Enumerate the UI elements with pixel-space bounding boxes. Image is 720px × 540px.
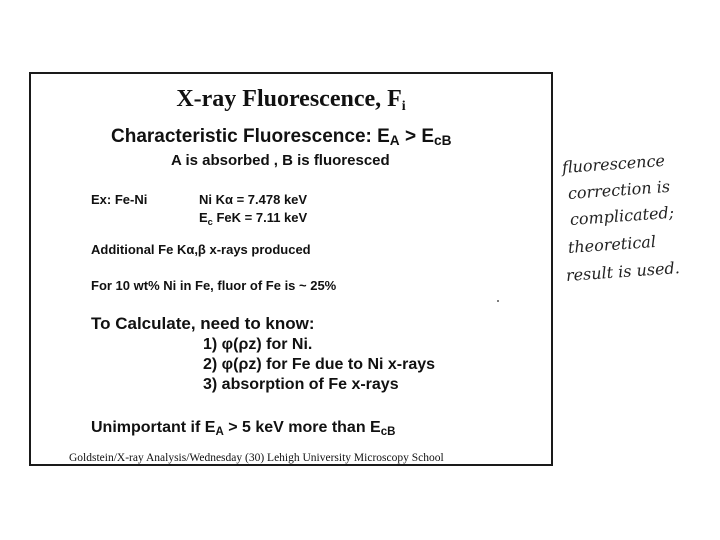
- fluorescence-fraction-text: For 10 wt% Ni in Fe, fluor of Fe is ~ 25%: [91, 278, 337, 293]
- calculate-item: 1) φ(ρz) for Ni.: [203, 336, 313, 353]
- scan-speck: [497, 300, 499, 302]
- unimportant-condition: Unimportant if $E_A > 5$ keV more than $E_{cB}$: [91, 419, 396, 438]
- calculate-item: 3) absorption of Fe x-rays: [203, 376, 399, 393]
- example-label: Ex: Fe-Ni: [91, 192, 148, 207]
- example-fe-edge: $E_c$ FeK = 7.11 keV: [199, 210, 308, 227]
- handwritten-note-line: correction is: [567, 176, 671, 203]
- additional-xrays-text: Additional Fe Kα,β x-rays produced: [91, 242, 311, 257]
- calculate-item: 2) φ(ρz) for Fe due to Ni x-rays: [203, 356, 436, 373]
- handwritten-note-line: fluorescence: [561, 150, 666, 177]
- slide-title: X-ray Fluorescence, $F_i$: [176, 86, 406, 114]
- slide-frame: [29, 72, 553, 466]
- subtitle-absorbed-fluoresced: A is absorbed , B is fluoresced: [171, 152, 390, 169]
- handwritten-note-line: theoretical: [567, 231, 657, 257]
- subtitle-characteristic-fluorescence: Characteristic Fluorescence: $E_A > E_{cB}$: [111, 126, 452, 148]
- example-ni-kalpha: Ni Kα = 7.478 keV: [199, 192, 308, 207]
- slide-footer: Goldstein/X-ray Analysis/Wednesday (30) Lehigh University Microscopy School: [69, 452, 444, 464]
- calculate-heading: To Calculate, need to know:: [91, 314, 315, 333]
- handwritten-note-line: complicated;: [569, 202, 675, 229]
- handwritten-note-line: result is used.: [565, 258, 681, 285]
